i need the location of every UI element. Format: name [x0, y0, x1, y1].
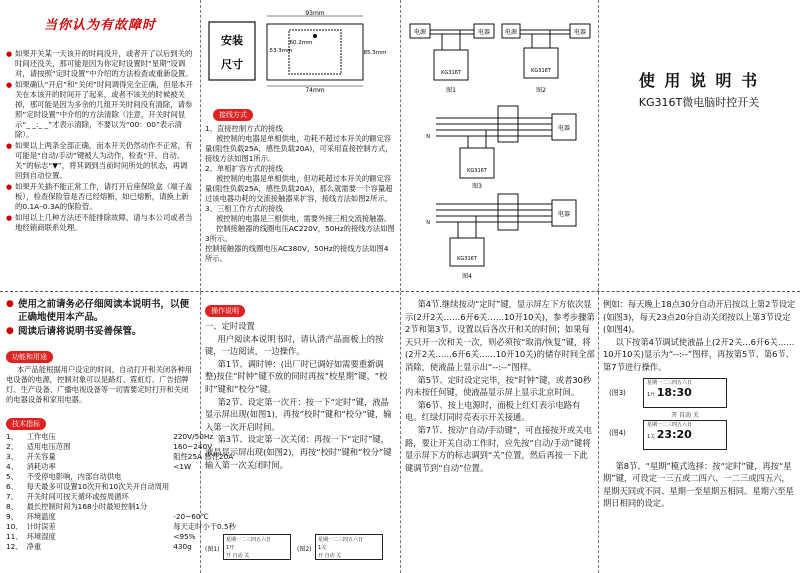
spec-cell: 7、: [6, 492, 18, 501]
spec-cell: <1W: [173, 462, 192, 471]
spec-cell: 适用电压范围: [26, 442, 71, 451]
svg-text:N: N: [426, 220, 430, 226]
dim-hole: 60.2mm: [289, 40, 313, 46]
spec-badge: 技术指标: [6, 418, 46, 430]
spec-cell: 9、: [6, 512, 18, 521]
spec-cell: 不受停电影响，内部自动供电: [26, 472, 122, 481]
spec-cell: 220V/50Hz: [173, 432, 214, 441]
spec-cell: 环境湿度: [26, 532, 56, 541]
svg-text:KG316T: KG316T: [457, 256, 477, 262]
svg-text:图4: 图4: [462, 273, 472, 280]
spec-cell: 1、: [6, 432, 18, 441]
fold-line: [200, 0, 201, 291]
svg-text:图3: 图3: [472, 183, 482, 190]
ops2-panel: [405, 298, 595, 570]
spec-cell: 5、: [6, 472, 18, 481]
spec-cell: 最长控制时间为168小时最短控制1分: [26, 502, 148, 511]
spec-cell: 2、: [6, 442, 18, 451]
install-dimension-drawing: [205, 6, 395, 92]
svg-text:KG316T: KG316T: [531, 68, 551, 74]
diagram-fig3: [426, 106, 576, 190]
dim-top: 93mm: [305, 10, 325, 17]
intro-note: ● 阅读后请将说明书妥善保管。: [6, 325, 194, 338]
diagram-fig1: [410, 24, 494, 94]
ops1-panel: [205, 298, 395, 570]
spec-cell: 3、: [6, 452, 18, 461]
wiring-badge: 接线方式: [213, 109, 253, 121]
spec-cell: 每天走时小于0.5秒: [173, 522, 236, 531]
lcd-fig2: 星期一二三四五六日 1关 开 自动 关: [315, 534, 383, 560]
svg-text:电器: 电器: [477, 29, 491, 36]
spec-cell: 每天最多可设置10次开和10次关开自动周用: [26, 482, 170, 491]
diagram-panel: [402, 6, 596, 288]
function-badge: 功能和用途: [6, 351, 53, 363]
fold-line: [598, 292, 599, 573]
spec-cell: 4、: [6, 462, 18, 471]
svg-text:电器: 电器: [557, 125, 571, 132]
svg-text:KG316T: KG316T: [467, 168, 487, 174]
svg-text:电器: 电器: [573, 29, 587, 36]
troubleshoot-item: ● 如果以上两条全部正确，而本开关仍然动作不正常，有可能是“自动/手动”键被人为动作，检查“开、自动、关”的标志“▼”，将其调到当前时间所处的状态，再调回到自动位置。: [6, 141, 194, 181]
intro-note: ● 使用之前请务必仔细阅读本说明书，以便正确地使用本产品。: [6, 298, 194, 324]
troubleshoot-item: ● 如果开关插不能正常工作，请打开后座保险盒（端子盖板），检查保险管是否已经熔断，如已熔断，请换上新的0.1A–0.3A的保险管。: [6, 182, 194, 212]
diagram-fig2: [502, 24, 590, 94]
dim-width: 74mm: [305, 87, 325, 94]
spec-cell: 430g: [173, 542, 192, 551]
spec-cell: 计时误差: [26, 522, 56, 531]
troubleshoot-title: 当你认为有故障时: [43, 18, 156, 33]
fold-line: [400, 292, 401, 573]
function-text: 本产品能根据用户设定的时间，自动打开和关闭各种用电设备的电源，控制对象可以是路灯、霓虹灯、广告招牌灯、生产设备、广播电视设备等一切需要定时打开和关闭的电器设备和家用电器。: [6, 365, 193, 404]
ops3-lcds: (图3) 星期一二三四五六日 1开 18:30 开 自动 关 (图4) 星期一二三四五六日 1关 23:20: [603, 376, 797, 450]
lcd-fig4: 星期一二三四五六日 1关 23:20: [643, 420, 727, 450]
cover-subtitle: KG316T微电脑时控开关: [638, 96, 760, 109]
svg-text:图1: 图1: [446, 87, 456, 94]
lcd-fig3: 星期一二三四五六日 1开 18:30: [643, 378, 727, 408]
ops-badge: 操作说明: [205, 305, 245, 317]
spec-cell: 8、: [6, 502, 18, 511]
spec-cell: 160~240V: [173, 442, 213, 451]
cover-panel: [600, 6, 798, 288]
spec-cell: <95%: [173, 532, 196, 541]
troubleshoot-panel: [6, 6, 194, 288]
spec-cell: 开关时间可按天循环或按周循环: [26, 492, 129, 501]
svg-text:电源: 电源: [413, 29, 427, 36]
ops3-panel: [603, 298, 797, 570]
troubleshoot-item: ● 如果开关某一天该开的时间没开，或者开了以后到关的时间还没关，那可能是因为你定时设置时“星期”设调对，请按照“定时设置”中介绍的方法检查或重新设置。: [6, 49, 194, 79]
spec-cell: 环境温度: [26, 512, 56, 521]
troubleshoot-item: ● 如用以上几种方法还不能排除故障，请与本公司或者当地经销商联系处理。: [6, 213, 194, 233]
svg-text:KG316T: KG316T: [441, 70, 461, 76]
spec-cell: 开关容量: [26, 452, 56, 461]
install-panel: [205, 6, 395, 288]
fold-line: [598, 0, 599, 291]
ops1-lcd-row: (图1) 星期一二三四五六日 1开 开 自动 关 (图2) 星期一二三四五六日 1关 开 自动 关: [205, 534, 395, 564]
spec-cell: 工作电压: [26, 432, 56, 441]
ops2-text: 第4节.继续按动“定时”键，显示屏左下方依次显示(2开2关……6开6关……10开10关)，参考步骤第2节和第3节，设置以后各次开和关的时间；如果每天只开一次和关一次，则必须按“取消/恢复”键，将(2开2关……6开6关……10开10关)的储存时间全部消除，使液晶上显示出“--:--”图样。 第5节、定时设定完毕，按“时钟”键，或者30秒内未按任何键，使液晶显示屏上显示北京时间。 第6节、按上电源时，面板上红灯表示电路有电。红绿灯同时亮表示开关接通。 第7节、按动“自动/手动键”，可直接按开或关电路，要让开关自动工作时，应先按“自动/手动”键将显示屏下方的标志调到“关”位置，然后再按一下此键调节到“自动”位置。: [405, 299, 595, 473]
install-title-line2: 尺寸: [221, 58, 243, 71]
cover-title: 使 用 说 明 书: [638, 71, 760, 90]
spec-cell: 11、: [6, 532, 23, 541]
lcd-fig1: 星期一二三四五六日 1开 开 自动 关: [223, 534, 291, 560]
dim-vertical: 53.3mm: [269, 48, 293, 54]
spec-cell: 12、: [6, 542, 23, 551]
svg-text:图2: 图2: [536, 87, 546, 94]
svg-text:N: N: [426, 134, 430, 140]
spec-cell: 净重: [26, 542, 42, 551]
svg-text:电源: 电源: [504, 29, 518, 36]
ops3-text-2: 第8节、“星期”模式选择：按“定时”键，再按“星期”键，可设定一三五或二四六、一二三或四五六，星期天同或不同、星期一至星期五相同。星期六至星期日相同的设定。: [603, 460, 794, 509]
ops1-text: 一、定时设置 用户阅读本说明书时，请认清产品面板上的按键，一边阅读，一边操作。 第1节、调时钟：(出厂时已调好如需要重新调整)按住“时钟”键不放的同时再按“校星期”键、“校时”键和“校分”键。 第2节、设定第一次开：按一下“定时”键，液晶显示屏出现(如图1)，再按“校时”键和“校分”键，输入第一次开启时间。 第3节、设定第一次关闭：再按一下“定时”键，液晶显示屏出现(如图2)，再按“校时”键和“校分”键输入第一次关闭时间。: [205, 321, 392, 470]
wiring-diagrams: [402, 6, 596, 288]
spec-cell: 10、: [6, 522, 23, 531]
spec-cell: -20~60℃: [173, 512, 209, 521]
troubleshoot-item: ● 如果确认“开启”和“关闭”时间调得完全正确，但是本开关在本该开的时间开了起来，或者不该关的时候被关掉，那可能是因为多余的几组开关时间没有清除，请参照“定时设置”中介绍的方法清除（注意，开关时间显示“_ _:_ _”才表示清除，不要以为“00：00”表示清除）。: [6, 80, 194, 140]
spec-cell: 6、: [6, 482, 18, 491]
fold-line: [400, 0, 401, 291]
install-title-line1: 安装: [221, 34, 243, 47]
svg-text:电器: 电器: [557, 211, 571, 218]
diagram-fig4: [426, 194, 576, 280]
spec-cell: 消耗功率: [26, 462, 56, 471]
spec-cell: 阻性25A 感性20A: [173, 452, 234, 461]
dim-height: 85.3mm: [363, 50, 387, 56]
wiring-text: 1、直接控制方式的接线 被控制的电器是单相供电，功耗不超过本开关的额定容量(阻性负载25A，感性负载20A)，可采用直接控制方式，接线方法如图1所示。 2、单相扩容方式的接线 被控制的电器是单相供电，但功耗超过本开关的额定容量(阻性负载25A，感性负载20A)，那么就需要一个容量超过该电器功耗的交流接触器来扩容，接线方法如图2所示。 3、三相工作方式的接线 被控制的电器是三相供电，需要外接三相交流接触器。 控制接触器的线圈电压AC220V，50Hz的接线方法如图3所示。 控制接触器的线圈电压AC380V，50Hz的接线方法如图4所示。: [205, 124, 395, 263]
ops3-text: 例如：每天晚上18点30分自动开启按以上第2节设定(如图3)，每天23点20分自动关闭按以上第3节设定(如图4)。 以下按第4节调试使液晶上(2开2关…6开6关……10开10关)显示为“--:--”图样，再按第5节、第6节、第7节进行操作。: [603, 299, 796, 372]
